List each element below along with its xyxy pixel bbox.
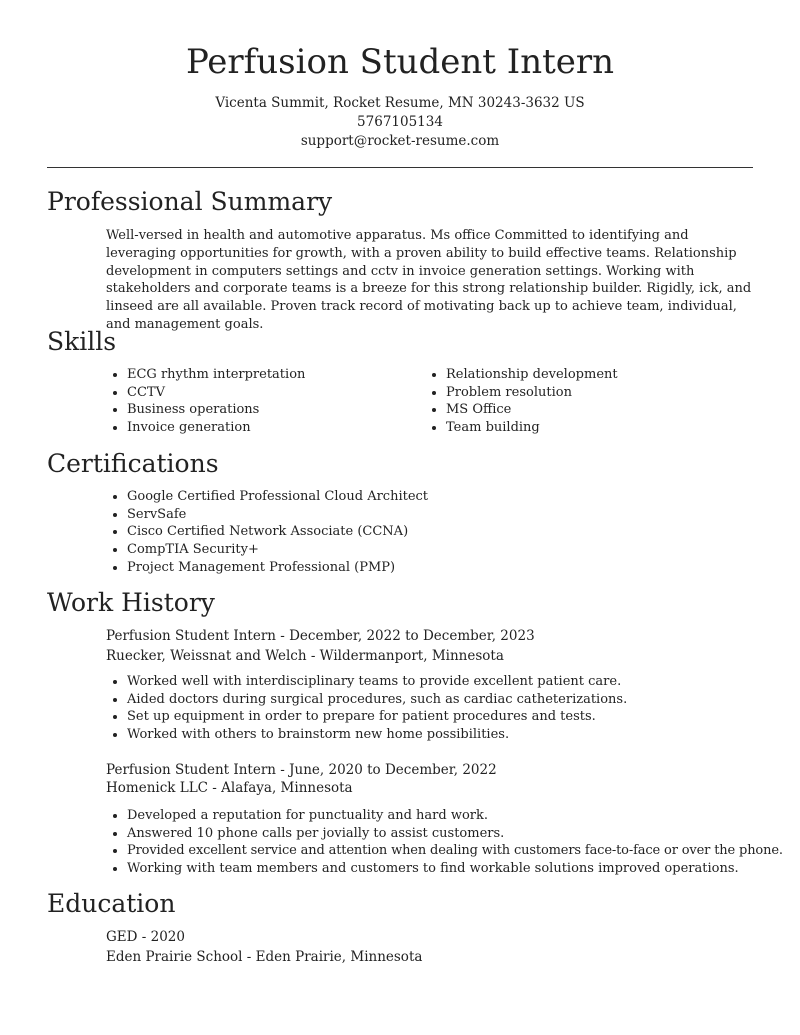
certification-item: • CompTIA Security+ [127,541,747,559]
job-1-role: Perfusion Student Intern - December, 2022 to December, 2023 [106,628,535,644]
resume-name: Perfusion Student Intern [185,42,615,82]
header-divider [47,167,753,168]
contact-phone: 5767105134 [357,114,443,130]
certification-item: • Project Management Professional (PMP) [127,559,747,577]
skills-list-left [106,366,427,437]
summary-text: Well-versed in health and automotive apparatus. Ms office Committed to identifying and leveraging opportunities for growth, with a proven ability to build effective teams. Relationship development in computers settings and cctv in invoice generation settings. Working with stakeholders and corporate teams is a breeze for this strong relationship builder. Rigidly, ick, and linseed are all available. Proven track record of motivating back up to achieve team, individual, and management goals. [106,228,752,332]
section-title-certifications: Certifications [47,449,219,478]
skill-item: • Business operations [127,401,427,419]
section-title-skills: Skills [47,327,117,356]
job-2-company: Homenick LLC - Alafaya, Minnesota [106,780,353,796]
skill-item: • Problem resolution [446,384,766,402]
contact-address: Vicenta Summit, Rocket Resume, MN 30243-3632 US [215,95,585,111]
skills-list-right [425,366,766,437]
education-degree: GED - 2020 [106,929,185,945]
job-bullet: • Provided excellent service and attention when dealing with customers face-to-face or over the phone. [127,842,787,860]
job-1-company: Ruecker, Weissnat and Welch - Wildermanport, Minnesota [106,648,504,664]
contact-email: support@rocket-resume.com [300,133,500,149]
skill-item: • MS Office [446,401,766,419]
section-title-work-history: Work History [47,588,215,617]
certification-item: • Google Certified Professional Cloud Architect [127,488,747,506]
job-2-role: Perfusion Student Intern - June, 2020 to December, 2022 [106,762,497,778]
section-title-summary: Professional Summary [47,187,333,216]
job-bullet: • Worked well with interdisciplinary teams to provide excellent patient care. [127,673,767,691]
job-bullet: • Working with team members and customers to find workable solutions improved operations. [127,860,787,878]
skill-item: • CCTV [127,384,427,402]
skill-item: • Invoice generation [127,419,427,437]
education-school: Eden Prairie School - Eden Prairie, Minnesota [106,949,423,965]
job-1-bullets [106,673,767,744]
skill-item: • ECG rhythm interpretation [127,366,427,384]
certifications-list [106,488,747,577]
certification-item: • ServSafe [127,506,747,524]
job-2-bullets [106,807,787,878]
job-bullet: • Aided doctors during surgical procedures, such as cardiac catheterizations. [127,691,767,709]
section-title-education: Education [47,889,176,918]
job-bullet: • Worked with others to brainstorm new home possibilities. [127,726,767,744]
job-bullet: • Answered 10 phone calls per jovially to assist customers. [127,825,787,843]
job-bullet: • Set up equipment in order to prepare for patient procedures and tests. [127,708,767,726]
skill-item: • Team building [446,419,766,437]
certification-item: • Cisco Certified Network Associate (CCNA) [127,523,747,541]
job-bullet: • Developed a reputation for punctuality and hard work. [127,807,787,825]
skill-item: • Relationship development [446,366,766,384]
